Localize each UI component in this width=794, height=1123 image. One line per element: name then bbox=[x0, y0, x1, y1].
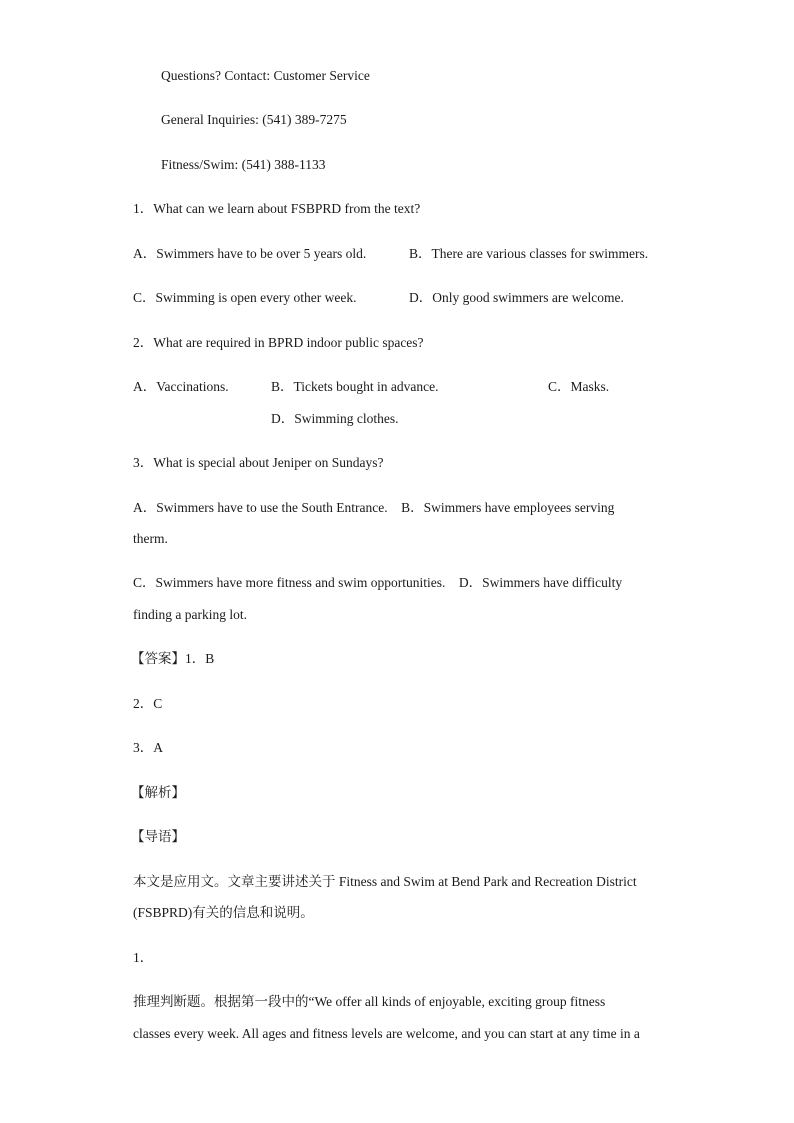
question-3-options-cd-cont: finding a parking lot. bbox=[133, 607, 247, 622]
answer-label: 【答案】 bbox=[131, 651, 185, 666]
answer-block bbox=[131, 650, 214, 668]
question-2-option-a: A．Vaccinations. bbox=[133, 379, 229, 394]
question-2-stem: 2．What are required in BPRD indoor public spaces? bbox=[133, 335, 424, 350]
contact-questions: Questions? Contact: Customer Service bbox=[161, 68, 370, 83]
question-2-option-d: D．Swimming clothes. bbox=[271, 411, 399, 426]
intro-text-line-1: 本文是应用文。文章主要讲述关于 Fitness and Swim at Bend Park and Recreation District bbox=[133, 874, 637, 889]
question-3-options-ab-cont: therm. bbox=[133, 531, 168, 546]
question-3-options-cd: C．Swimmers have more fitness and swim opportunities. D．Swimmers have difficulty bbox=[133, 575, 623, 590]
question-1-option-d: D．Only good swimmers are welcome. bbox=[409, 290, 624, 305]
analysis-q1-line-1: 推理判断题。根据第一段中的“We offer all kinds of enjoyable, exciting group fitness bbox=[133, 994, 606, 1009]
question-1-option-b: B．There are various classes for swimmers. bbox=[409, 246, 649, 261]
question-2-option-c: C．Masks. bbox=[548, 379, 610, 394]
question-1-option-a: A．Swimmers have to be over 5 years old. bbox=[133, 246, 367, 261]
analysis-label: 【解析】 bbox=[131, 785, 185, 800]
contact-general-inquiries: General Inquiries: (541) 389-7275 bbox=[161, 112, 347, 127]
question-3-stem: 3．What is special about Jeniper on Sundays? bbox=[133, 455, 384, 470]
intro-label: 【导语】 bbox=[131, 829, 185, 844]
intro-text-line-2: (FSBPRD)有关的信息和说明。 bbox=[133, 905, 314, 920]
question-3-options-ab: A．Swimmers have to use the South Entrance. B．Swimmers have employees serving bbox=[133, 500, 615, 515]
contact-fitness-swim: Fitness/Swim: (541) 388-1133 bbox=[161, 157, 326, 172]
question-1-stem: 1．What can we learn about FSBPRD from the text? bbox=[133, 201, 421, 216]
analysis-q1-line-2: classes every week. All ages and fitness levels are welcome, and you can start at any time in a bbox=[133, 1026, 640, 1041]
question-1-option-c: C．Swimming is open every other week. bbox=[133, 290, 357, 305]
question-2-option-b: B．Tickets bought in advance. bbox=[271, 379, 439, 394]
analysis-q1-number: 1． bbox=[133, 950, 154, 965]
answer-3: 3．A bbox=[133, 740, 163, 755]
answer-2: 2．C bbox=[133, 696, 163, 711]
answer-1: 1．B bbox=[185, 651, 215, 666]
